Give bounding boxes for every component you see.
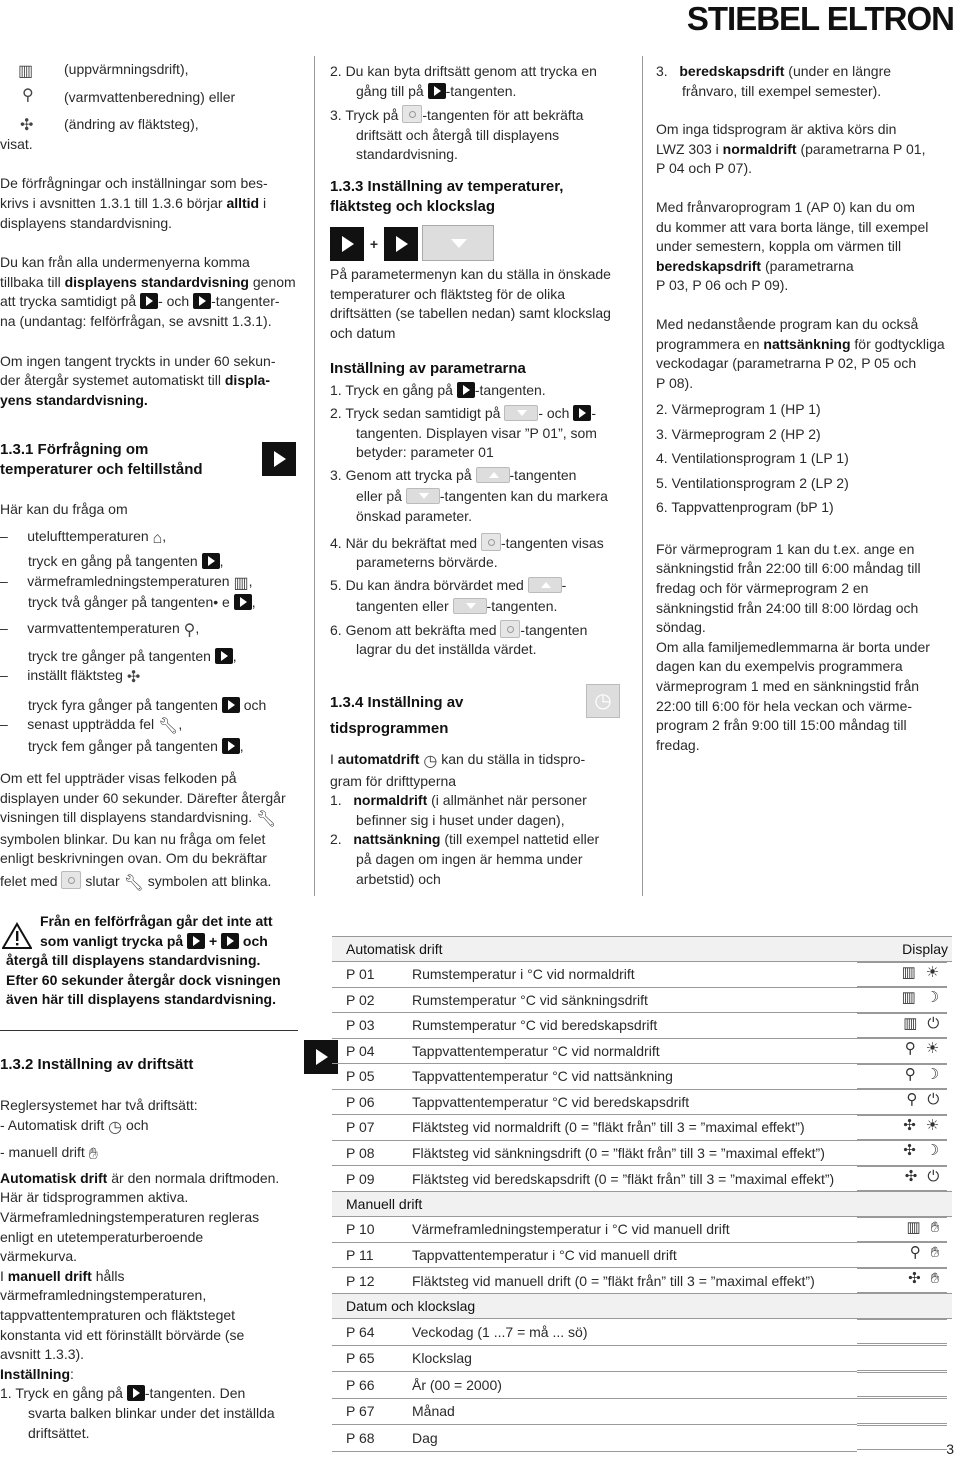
- fan-icon: ✣: [908, 1269, 921, 1287]
- param-code: P 67: [332, 1398, 398, 1425]
- table-row: [332, 1140, 952, 1166]
- brand-logo: STIEBEL ELTRON: [686, 0, 954, 37]
- query-list: Här kan du fråga om – utelufttemperaturen ⌂, tryck en gång på tangenten , – värmeframledningstemperaturen ▥, tryck två gånger på tangenten• e , – varmvattentemperaturen ⚲, tryck tre gånger på tangenten , – inställt fläktsteg ✣ tryck fyra gånger på tangenten och – senast uppträdda fel 🔧︎, tryck fem gånger på tangenten ,: [0, 501, 267, 754]
- param-description: Fläktsteg vid beredskapsdrift (0 = ”fläkt från” till 3 = ”maximal effekt”): [398, 1166, 857, 1192]
- table-row: [332, 1268, 952, 1294]
- param-code: P 03: [332, 1013, 398, 1039]
- display-icons: [857, 1217, 947, 1243]
- param-code: P 07: [332, 1115, 398, 1141]
- param-description: Veckodag (1 ...7 = må ... sö): [398, 1318, 857, 1345]
- tap-icon: ⚲: [904, 1040, 916, 1057]
- param-description: Rumstemperatur i °C vid normaldrift: [398, 961, 857, 987]
- subheading: Inställning av parametrarna: [330, 360, 526, 378]
- hand-icon: ✋︎: [930, 1244, 940, 1261]
- right-arrow-key-icon: [202, 553, 220, 569]
- heater-icon: ▥: [233, 574, 249, 592]
- display-icons: [857, 1089, 947, 1115]
- param-code: P 68: [332, 1425, 398, 1452]
- param-description: Fläktsteg vid sänkningsdrift (0 = ”fläkt från” till 3 = ”maximal effekt”): [398, 1140, 857, 1166]
- heater-icon: ▥: [18, 63, 34, 80]
- param-description: Tappvattentemperatur i °C vid manuell drift: [398, 1242, 857, 1268]
- paragraph: Om ingen tangent tryckts in under 60 sekun- der återgår systemet automatiskt till displa- yens standardvisning.: [0, 352, 276, 408]
- right-arrow-key-icon: [187, 933, 205, 949]
- sun-icon: ☀: [925, 1116, 940, 1134]
- moon-icon: ☽: [925, 1065, 940, 1083]
- warning-box: Från en felförfrågan går det inte att som vanligt trycka på + och återgå till displayens standardvisning. Efter 60 sekunder återgår dock visningen även här till displayens standardvisning.: [0, 912, 298, 1031]
- display-icons: [857, 1038, 947, 1064]
- fan-icon: ✣: [903, 1142, 916, 1159]
- right-arrow-key-icon: [193, 293, 211, 309]
- tap-icon: ⚲: [904, 1065, 916, 1083]
- hand-icon: ✋︎: [88, 1146, 98, 1164]
- param-description: Dag: [398, 1425, 857, 1452]
- param-description: Rumstemperatur °C vid sänkningsdrift: [398, 987, 857, 1013]
- section-heading-1-3-1: 1.3.1 Förfrågning om temperaturer och feltillstånd: [0, 441, 203, 478]
- clock-key-icon: ◷: [586, 684, 620, 718]
- right-arrow-key-icon: [222, 738, 240, 754]
- right-arrow-key-icon: [573, 405, 591, 421]
- right-column: 3. beredskapsdrift (under en längre frånvaro, till exempel semester). Om inga tidsprogram är aktiva körs din LWZ 303 i normaldrift (parametrarna P 01, P 04 och P 07). Med frånvaroprogram 1 (AP 0) kan du om du kommer att vara borta länge, till exempel under semestern, koppla om värmen till beredskapsdrift (parametrarna P 03, P 06 och P 09). Med nedanstående program kan du också programmera en nattsänkning för godtyckliga veckodagar (parametrarna P 02, P 05 och P 08). 2. Värmeprogram 1 (HP 1) 3. Värmeprogram 2 (HP 2) 4. Ventilationsprogram 1 (LP 1) 5. Ventilationsprogram 2 (LP 2) 6. Tappvattenprogram (bP 1) För värmeprogram 1 kan du t.ex. ange en sänkningstid från 22:00 till 6:00 måndag till fredag och för värmeprogram 2 en sänkningstid från 24:00 till 8:00 lördag och söndag. Om alla familjemedlemmarna är borta under dagen kan du exempelvis programmera värmeprogram 1 med en sänkningstid från 22:00 till 6:00 för hela veckan och värme- program 2 från 9:00 till 15:00 måndag till fredag.: [656, 62, 956, 755]
- fan-icon: ✣: [126, 669, 141, 687]
- page-number: 3: [946, 1441, 954, 1457]
- param-description: Fläktsteg vid normaldrift (0 = ”fläkt från” till 3 = ”maximal effekt”): [398, 1115, 857, 1141]
- table-row: [332, 1089, 952, 1115]
- column-divider: [642, 56, 643, 896]
- operating-mode-text: Reglersystemet har två driftsätt: - Automatisk drift ◷ och - manuell drift ✋︎ Automatisk drift är den normala driftmoden. Här är tidsprogrammen aktiva. Värmeframledningstemperaturen regleras enligt en utetemperaturberoende värmekurva. I manuell drift hålls värmeframledningstemperaturen, tappvattentempraturen och fläktsteget konstanta vid ett förinställt börvärde (se avsnitt 1.3.3). Inställning: 1. Tryck en gång på -tangenten. Den svarta balken blinkar under det inställda driftsättet.: [0, 1097, 280, 1441]
- down-key-icon: [453, 598, 487, 614]
- table-section-header: Manuell drift: [332, 1192, 952, 1217]
- list-item: 5. Ventilationsprogram 2 (LP 2): [656, 474, 849, 491]
- right-arrow-key-icon: [457, 382, 475, 398]
- param-code: P 08: [332, 1140, 398, 1166]
- list-item: 3. Värmeprogram 2 (HP 2): [656, 425, 821, 442]
- table-row: [332, 1064, 952, 1090]
- list-item: 4. Ventilationsprogram 1 (LP 1): [656, 450, 849, 467]
- display-icons: [857, 1013, 947, 1039]
- display-icons: [857, 1166, 947, 1192]
- section-heading-1-3-3: 1.3.3 Inställning av temperaturer, fläktsteg och klockslag: [330, 177, 564, 215]
- param-code: P 01: [332, 961, 398, 987]
- paragraph: Du kan från alla undermenyerna komma tillbaka till displayens standardvisning genom att trycka samtidigt på - och -tangenter- na (undantag: felförfrågan, se avsnitt 1.3.1).: [0, 254, 296, 329]
- display-icons: [857, 1115, 947, 1141]
- ok-key-icon: [481, 533, 501, 551]
- intro-item: (uppvärmningsdrift),: [64, 61, 189, 77]
- display-icons: [857, 962, 947, 988]
- display-icons: [857, 1398, 947, 1424]
- parameter-table: [332, 936, 952, 1452]
- param-code: P 66: [332, 1372, 398, 1399]
- display-icons: [857, 1425, 947, 1451]
- sun-icon: ☀: [925, 1040, 940, 1057]
- wrench-icon: 🔧︎: [158, 718, 179, 736]
- param-code: P 10: [332, 1216, 398, 1242]
- list-item: 6. Tappvattenprogram (bP 1): [656, 499, 834, 516]
- table-row: [332, 1425, 952, 1452]
- right-arrow-key-icon: [127, 1385, 145, 1401]
- table-row: [332, 1372, 952, 1399]
- right-arrow-key-icon: [221, 933, 239, 949]
- heater-icon: ▥: [901, 963, 916, 981]
- intro-end: visat.: [0, 135, 33, 152]
- table-row: [332, 1318, 952, 1345]
- left-column-top: [0, 60, 310, 410]
- param-description: Tappvattentemperatur °C vid nattsänkning: [398, 1064, 857, 1090]
- error-paragraph: Om ett fel uppträder visas felkoden på displayen under 60 sekunder. Därefter återgår visningen till displayens standardvisning. 🔧︎ symbolen blinkar. Du kan nu fråga om felet enligt beskrivningen ovan. Om du bekräftar felet med slutar 🔧︎ symbolen att blinka.: [0, 770, 286, 892]
- right-arrow-key-icon: [234, 594, 252, 610]
- list-item: 2. Värmeprogram 1 (HP 1): [656, 401, 821, 418]
- fan-icon: ✣: [903, 1116, 916, 1134]
- param-description: Värmeframledningstemperatur i °C vid manuell drift: [398, 1216, 857, 1242]
- heater-icon: ▥: [903, 1014, 918, 1032]
- heater-icon: ▥: [901, 989, 916, 1006]
- param-description: Fläktsteg vid manuell drift (0 = ”fläkt från” till 3 = ”maximal effekt”): [398, 1268, 857, 1294]
- clock-icon: ◷: [423, 753, 438, 770]
- param-description: Klockslag: [398, 1345, 857, 1372]
- section-heading-1-3-4: 1.3.4 Inställning av tidsprogrammen: [330, 694, 464, 737]
- right-arrow-key-icon: [262, 442, 296, 476]
- down-key-icon: [422, 225, 494, 261]
- right-arrow-key-icon: [428, 83, 446, 99]
- param-code: P 65: [332, 1345, 398, 1372]
- display-icons: [857, 1268, 947, 1294]
- table-row: [332, 1398, 952, 1425]
- table-row: [332, 1242, 952, 1268]
- right-arrow-key-icon: [384, 227, 418, 261]
- table-section-header: Automatisk drift Display: [332, 937, 952, 962]
- paragraph: De förfrågningar och inställningar som bes- krivs i avsnitten 1.3.1 till 1.3.6 börjar alltid i displayens standardvisning.: [0, 175, 268, 231]
- section-heading-1-3-2: 1.3.2 Inställning av driftsätt: [0, 1056, 194, 1073]
- down-key-icon: [406, 488, 440, 504]
- wrench-icon: 🔧︎: [256, 811, 277, 829]
- param-code: P 06: [332, 1089, 398, 1115]
- param-description: Tappvattentemperatur °C vid normaldrift: [398, 1038, 857, 1064]
- param-description: Månad: [398, 1398, 857, 1425]
- right-arrow-key-icon: [330, 227, 364, 261]
- param-code: P 05: [332, 1064, 398, 1090]
- intro-item: (ändring av fläktsteg),: [64, 116, 199, 133]
- power-icon: ⏻: [927, 1167, 940, 1185]
- ok-key-icon: [402, 105, 422, 123]
- heater-icon: ▥: [906, 1218, 921, 1236]
- param-code: P 11: [332, 1242, 398, 1268]
- middle-column: 2. Du kan byta driftsätt genom att trycka en gång till på -tangenten. 3. Tryck på -tangenten för att bekräfta driftsätt och återgå till displayens standardvisning. 1.3.3 Inställning av temperaturer, fläktsteg och klockslag + På parametermenyn kan du ställa in önskade temperaturer och fläktsteg för de olika driftsätten (se tabellen nedan) samt klockslag och datum Inställning av parametrarna 1. Tryck en gång på -tangenten. 2. Tryck sedan samtidigt på - och - tangenten. Displayen visar ”P 01”, som betyder: parameter 01 3. Genom att trycka på -tangenten eller på -tangenten kan du markera önskad parameter. 4. När du bekräftat med -tangenten visas parameterns börvärde. 5. Du kan ändra börvärdet med - tangenten eller -tangenten. 6. Genom att bekräfta med -tangenten lagrar du det inställda värdet.: [330, 62, 635, 660]
- tap-icon: ⚲: [906, 1091, 918, 1108]
- display-icons: [857, 1372, 947, 1398]
- table-row: [332, 1216, 952, 1242]
- tap-icon: ⚲: [22, 87, 34, 104]
- tap-icon: ⚲: [183, 621, 196, 639]
- param-code: P 64: [332, 1318, 398, 1345]
- column-divider: [314, 56, 315, 896]
- right-arrow-key-icon: [222, 697, 240, 713]
- table-row: [332, 1038, 952, 1064]
- table-row: [332, 1345, 952, 1372]
- clock-icon: ◷: [108, 1118, 123, 1136]
- table-row: [332, 1166, 952, 1192]
- hand-icon: ✋︎: [930, 1269, 940, 1287]
- right-arrow-key-icon: [140, 293, 158, 309]
- table-row: [332, 987, 952, 1013]
- power-icon: ⏻: [927, 1091, 940, 1108]
- up-key-icon: [476, 467, 510, 483]
- right-arrow-key-icon: [215, 648, 233, 664]
- wrench-icon: 🔧︎: [123, 874, 144, 892]
- ok-key-icon: [61, 871, 81, 889]
- hand-icon: ✋︎: [930, 1218, 940, 1236]
- param-code: P 12: [332, 1268, 398, 1294]
- warning-icon: [2, 922, 32, 950]
- intro-item: (varmvattenberedning) eller: [64, 88, 236, 105]
- house-icon: ⌂: [152, 529, 163, 547]
- display-icons: [857, 987, 947, 1013]
- moon-icon: ☽: [925, 1142, 940, 1159]
- sun-icon: ☀: [925, 963, 940, 981]
- power-icon: ⏻: [927, 1014, 940, 1032]
- param-description: Rumstemperatur °C vid beredskapsdrift: [398, 1013, 857, 1039]
- time-program-text: I automatdrift ◷ kan du ställa in tidspro- gram för drifttyperna 1. normaldrift (i allmänhet när personer befinner sig i huset under dagen), 2. nattsänkning (till exempel nattetid eller på dagen om ingen är hemma under arbetstid) och: [330, 751, 600, 887]
- moon-icon: ☽: [925, 989, 940, 1006]
- display-icons: [857, 1140, 947, 1166]
- up-key-icon: [528, 577, 562, 593]
- table-row: [332, 1013, 952, 1039]
- ok-key-icon: [500, 620, 520, 638]
- display-icons: [857, 1345, 947, 1371]
- display-icons: [857, 1064, 947, 1090]
- param-description: År (00 = 2000): [398, 1372, 857, 1399]
- display-icons: [857, 1319, 947, 1345]
- down-key-icon: [504, 405, 538, 421]
- fan-icon: ✣: [904, 1167, 918, 1185]
- param-code: P 04: [332, 1038, 398, 1064]
- display-icons: [857, 1242, 947, 1268]
- key-combination: +: [330, 225, 635, 261]
- table-row: [332, 1115, 952, 1141]
- table-row: [332, 961, 952, 987]
- fan-icon: ✣: [20, 117, 34, 134]
- tap-icon: ⚲: [909, 1244, 921, 1261]
- param-code: P 09: [332, 1166, 398, 1192]
- table-section-header: Datum och klockslag: [332, 1294, 952, 1319]
- param-description: Tappvattentemperatur °C vid beredskapsdrift: [398, 1089, 857, 1115]
- param-code: P 02: [332, 987, 398, 1013]
